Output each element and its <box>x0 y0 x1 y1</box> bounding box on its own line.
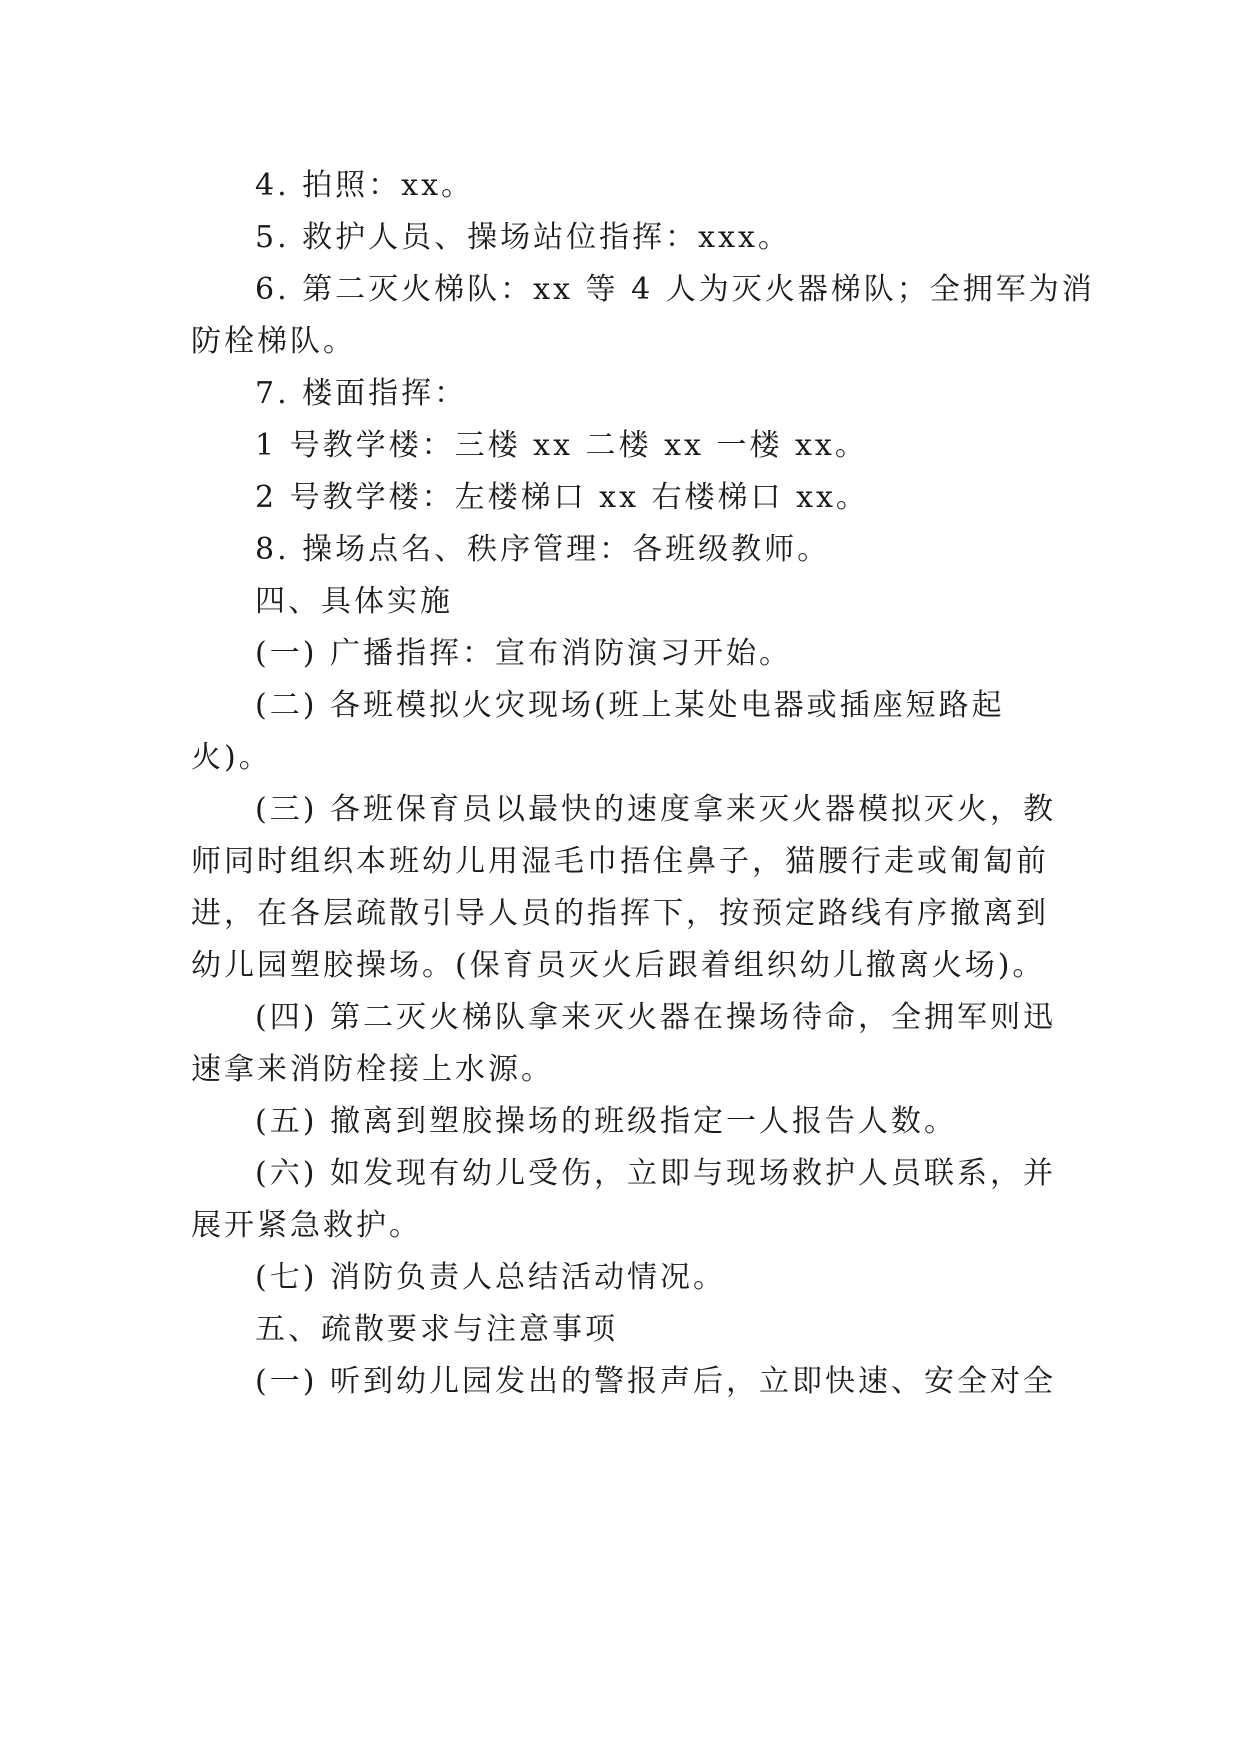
text-line: 防栓梯队。 <box>191 324 356 359</box>
section-heading: 四、具体实施 <box>255 584 453 619</box>
text-line: 5. 救护人员、操场站位指挥：xxx。 <box>255 220 791 255</box>
text-line: 4. 拍照：xx。 <box>255 168 474 203</box>
text-line: 火)。 <box>191 740 272 775</box>
text-line: 2 号教学楼：左楼梯口 xx 右楼梯口 xx。 <box>255 480 869 515</box>
text-line: (一) 广播指挥：宣布消防演习开始。 <box>255 636 792 671</box>
section-heading: 五、疏散要求与注意事项 <box>255 1312 618 1347</box>
text-line: 8. 操场点名、秩序管理：各班级教师。 <box>255 532 831 567</box>
text-line: 1 号教学楼：三楼 xx 二楼 xx 一楼 xx。 <box>255 428 868 463</box>
text-line: 展开紧急救护。 <box>191 1208 422 1243</box>
text-line: (一) 听到幼儿园发出的警报声后，立即快速、安全对全 <box>255 1364 1056 1399</box>
text-line: (二) 各班模拟火灾现场(班上某处电器或插座短路起 <box>255 688 1005 723</box>
text-line: 速拿来消防栓接上水源。 <box>191 1052 554 1087</box>
text-line: (四) 第二灭火梯队拿来灭火器在操场待命，全拥军则迅 <box>255 1000 1056 1035</box>
text-line: 进，在各层疏散引导人员的指挥下，按预定路线有序撤离到 <box>191 896 1049 931</box>
text-line: 幼儿园塑胶操场。(保育员灭火后跟着组织幼儿撤离火场)。 <box>191 948 1046 983</box>
text-line: 6. 第二灭火梯队：xx 等 4 人为灭火器梯队；全拥军为消 <box>255 272 1095 307</box>
text-line: (五) 撤离到塑胶操场的班级指定一人报告人数。 <box>255 1104 957 1139</box>
text-line: 师同时组织本班幼儿用湿毛巾捂住鼻子，猫腰行走或匍匐前 <box>191 844 1049 879</box>
text-line: (六) 如发现有幼儿受伤，立即与现场救护人员联系，并 <box>255 1156 1056 1191</box>
text-line: (七) 消防负责人总结活动情况。 <box>255 1260 726 1295</box>
text-line: (三) 各班保育员以最快的速度拿来灭火器模拟灭火，教 <box>255 792 1056 827</box>
text-line: 7. 楼面指挥： <box>255 376 468 411</box>
